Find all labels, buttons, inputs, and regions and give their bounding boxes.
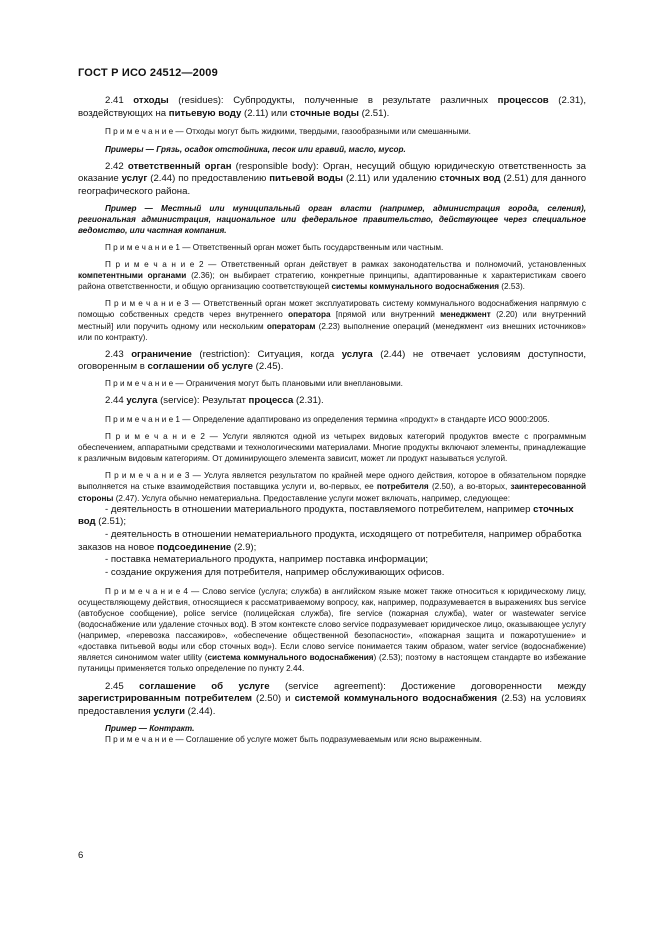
list-text: - деятельность в отношении нематериального продукта, исходящего от потребителя, например обработка заказов на новое xyxy=(78,529,582,553)
term-name: соглашение об услуге xyxy=(139,680,270,692)
term-reference: питьевой воды xyxy=(269,173,344,185)
term-reference: сточные воды xyxy=(290,107,359,119)
note-3 xyxy=(78,298,586,342)
term-english: (residues): xyxy=(178,95,224,106)
term-reference: процесса xyxy=(248,395,294,407)
term-name: услуга xyxy=(126,395,158,407)
term-number: 2.43 xyxy=(105,348,124,360)
note-label: П р и м е ч а н и е xyxy=(105,471,182,481)
term-reference: система коммунального водоснабжения xyxy=(207,653,374,663)
term-number: 2.45 xyxy=(105,680,124,692)
term-reference: оператора xyxy=(288,310,331,320)
note-4 xyxy=(78,586,586,675)
note-text: — Отходы могут быть жидкими, твердыми, газообразными или смешанными. xyxy=(175,127,471,137)
note-text: 3 — Услуга является результатом по крайней мере одного действия, которое в обязательном порядке выполняется на стыке взаимодействия поставщика услуги и, во-первых, ее xyxy=(78,471,586,492)
note-label: П р и м е ч а н и е xyxy=(105,127,174,137)
note-text: 2 — Услуги являются одной из четырех видовых категорий продуктов вместе с программным обеспечением, аппаратными средствами и технологическими материалами. Многие продукты включают элементы, принадлежащие к различным видовым категориям. От доминирующего элемента зависит, может ли продукт называться услугой. xyxy=(78,432,586,464)
term-2-44 xyxy=(78,395,586,408)
term-english: (service agreement): xyxy=(285,680,386,692)
term-reference: системы коммунального водоснабжения xyxy=(331,282,500,292)
note-label: П р и м е ч а н и е xyxy=(105,242,174,252)
term-reference: услуга xyxy=(341,348,373,360)
note-text: 1 — Определение адаптировано из определения термина «продукт» в стандарте ИСО 9000:2005. xyxy=(175,414,550,424)
term-definition: (2.44) по предоставлению xyxy=(150,173,267,185)
term-reference: сточных вод xyxy=(439,173,501,185)
term-name: ответственный орган xyxy=(127,160,232,172)
note-text: ) (2.53); поэтому в настоящем стандарте во избежание путаницы применяется только определение по пункту 2.44. xyxy=(78,653,586,674)
note-2 xyxy=(78,431,586,464)
term-definition: Результат xyxy=(202,395,246,407)
term-reference: зарегистрированным потребителем xyxy=(78,693,252,705)
note-text: 4 — Слово service (услуга; служба) в английском языке может также относиться к юридическому лицу, осуществляющему действия, относящиеся к рассматриваемому вопросу, как, например, подразумевается в выражениях bus service (автобусное сообщение), police service (полицейская служба), fire service (пожарная служба), water or wastewater service (водоснабжение или удаление сточных вод). В этом контексте слово service подразумевает юридическое лицо, оказывающее услугу (например, «перевозка пассажиров», «обеспечение общественной безопасности», «пожарная защита и пожаротушение» и «доставка питьевой воды или сбор сточных вод»). Если слово service понимается таким образом, water service (водоснабжение) является синонимом water utility ( xyxy=(78,586,586,663)
note-label: П р и м е ч а н и е xyxy=(105,379,174,389)
page-header: ГОСТ Р ИСО 24512—2009 xyxy=(78,67,218,79)
note-text: (2.20) или внутренний местный] или поручить одному или нескольким xyxy=(78,310,586,331)
note-2 xyxy=(78,259,586,292)
note-text: (2.36); он выбирает стратегию, конкретные принципы, адаптированные к характеристикам своего района ответственности, и общую организацию соответствующей xyxy=(78,271,586,292)
term-reference: услуги xyxy=(153,705,185,717)
note-label: П р и м е ч а н и е xyxy=(105,299,182,309)
term-2-45 xyxy=(78,681,586,719)
example xyxy=(78,144,586,155)
term-reference: подсоединение xyxy=(157,541,232,553)
term-2-42 xyxy=(78,161,586,199)
note-label: П р и м е ч а н и е xyxy=(105,586,181,596)
note-text: (2.23) выполнение операций (менеджмент «из внешних источников» или по контракту). xyxy=(78,321,586,342)
term-name: ограничение xyxy=(131,348,192,360)
note-text: [прямой или внутренний xyxy=(335,310,435,320)
term-english: (restriction): xyxy=(199,348,251,360)
term-definition: (2.31), воздействующих на xyxy=(78,95,587,119)
term-english: (responsible body): xyxy=(235,160,319,172)
note-text: — Ограничения могут быть плановыми или внеплановыми. xyxy=(175,379,403,389)
term-reference: сточных вод xyxy=(78,503,574,528)
page-number: 6 xyxy=(78,850,84,861)
term-reference: соглашении об услуге xyxy=(147,361,253,373)
note-3 xyxy=(78,470,586,503)
term-reference: услуг xyxy=(121,173,148,185)
note-1 xyxy=(78,414,586,425)
term-reference: питьевую воду xyxy=(168,107,242,119)
term-definition: (2.51) для данного географического района. xyxy=(78,173,587,197)
term-reference: заинтересованной стороны xyxy=(78,482,586,503)
term-reference: потребителя xyxy=(376,482,429,492)
note-text: 3 — Ответственный орган может эксплуатировать систему коммунального водоснабжения напрямую с помощью собственных средств через внутреннего xyxy=(78,299,587,320)
term-definition: Ситуация, когда xyxy=(257,348,335,360)
term-reference: компетентными органами xyxy=(78,271,187,281)
term-number: 2.42 xyxy=(105,160,124,172)
note xyxy=(78,734,586,745)
term-2-43 xyxy=(78,349,586,374)
term-reference: процессов xyxy=(497,95,549,106)
term-definition: (2.53) на условиях предоставления xyxy=(78,693,587,717)
note-label: П р и м е ч а н и е xyxy=(105,432,196,442)
note-label: П р и м е ч а н и е xyxy=(105,414,174,424)
term-definition: (2.45). xyxy=(255,361,284,373)
note-label: П р и м е ч а н и е xyxy=(105,260,195,270)
list-item xyxy=(78,529,586,554)
list-item: - поставка нематериального продукта, например поставка информации; xyxy=(105,554,429,566)
term-definition: (2.11) или удалению xyxy=(345,173,437,185)
note-text: (2.53). xyxy=(501,282,525,292)
list-text: - деятельность в отношении материального продукта, поставляемого потребителем, например xyxy=(105,503,531,515)
term-definition: (2.11) или xyxy=(244,107,288,119)
note-1 xyxy=(78,242,586,253)
note-text: (2.47). Услуга обычно нематериальна. Предоставление услуги может включать, например, следующее: xyxy=(115,493,510,503)
term-definition: (2.31). xyxy=(295,395,324,407)
term-definition: Субпродукты, полученные в результате различных xyxy=(233,95,489,106)
example-text: Пример — Контракт. xyxy=(105,723,195,733)
note-text: — Соглашение об услуге может быть подразумеваемым или ясно выраженным. xyxy=(175,734,482,744)
term-number: 2.41 xyxy=(105,95,124,106)
example-text: Пример — Местный или муниципальный орган власти (например, администрация города, селения), региональная администрация, национальное или федеральное правительство, действующее через специальное ведомство, или частная компания. xyxy=(78,203,586,235)
list-item: - создание окружения для потребителя, например обслуживающих офисов. xyxy=(105,567,445,579)
document-body xyxy=(78,95,586,745)
note xyxy=(78,126,586,137)
term-definition: (2.50) и xyxy=(256,693,291,705)
term-definition: (2.51). xyxy=(361,107,390,119)
term-definition: Орган, несущий общую юридическую ответственность за оказание xyxy=(78,160,586,185)
term-definition: (2.44). xyxy=(187,705,216,717)
term-number: 2.44 xyxy=(105,395,124,407)
term-definition: (2.44) не отвечает условиям доступности, оговоренным в xyxy=(78,348,587,373)
term-reference: операторам xyxy=(266,321,316,331)
note-text: (2.50), а во-вторых, xyxy=(431,482,508,492)
term-2-41 xyxy=(78,95,586,120)
list-text: (2.9); xyxy=(233,541,257,553)
note-text: 1 — Ответственный орган может быть государственным или частным. xyxy=(175,242,444,252)
example xyxy=(78,723,586,734)
note xyxy=(78,378,586,389)
note-text: 2 — Ответственный орган действует в рамках законодательства и полномочий, установленных xyxy=(199,260,586,270)
term-name: отходы xyxy=(133,95,169,106)
term-reference: системой коммунального водоснабжения xyxy=(294,693,498,705)
list-text: (2.51); xyxy=(98,516,127,528)
example-text: Примеры — Грязь, осадок отстойника, песок или гравий, масло, мусор. xyxy=(105,144,406,154)
list-item xyxy=(78,504,586,529)
term-definition: Достижение договоренности между xyxy=(401,680,586,692)
term-english: (service): xyxy=(160,395,200,407)
example xyxy=(78,203,586,236)
term-reference: менеджмент xyxy=(440,310,491,320)
note-label: П р и м е ч а н и е xyxy=(105,734,174,744)
